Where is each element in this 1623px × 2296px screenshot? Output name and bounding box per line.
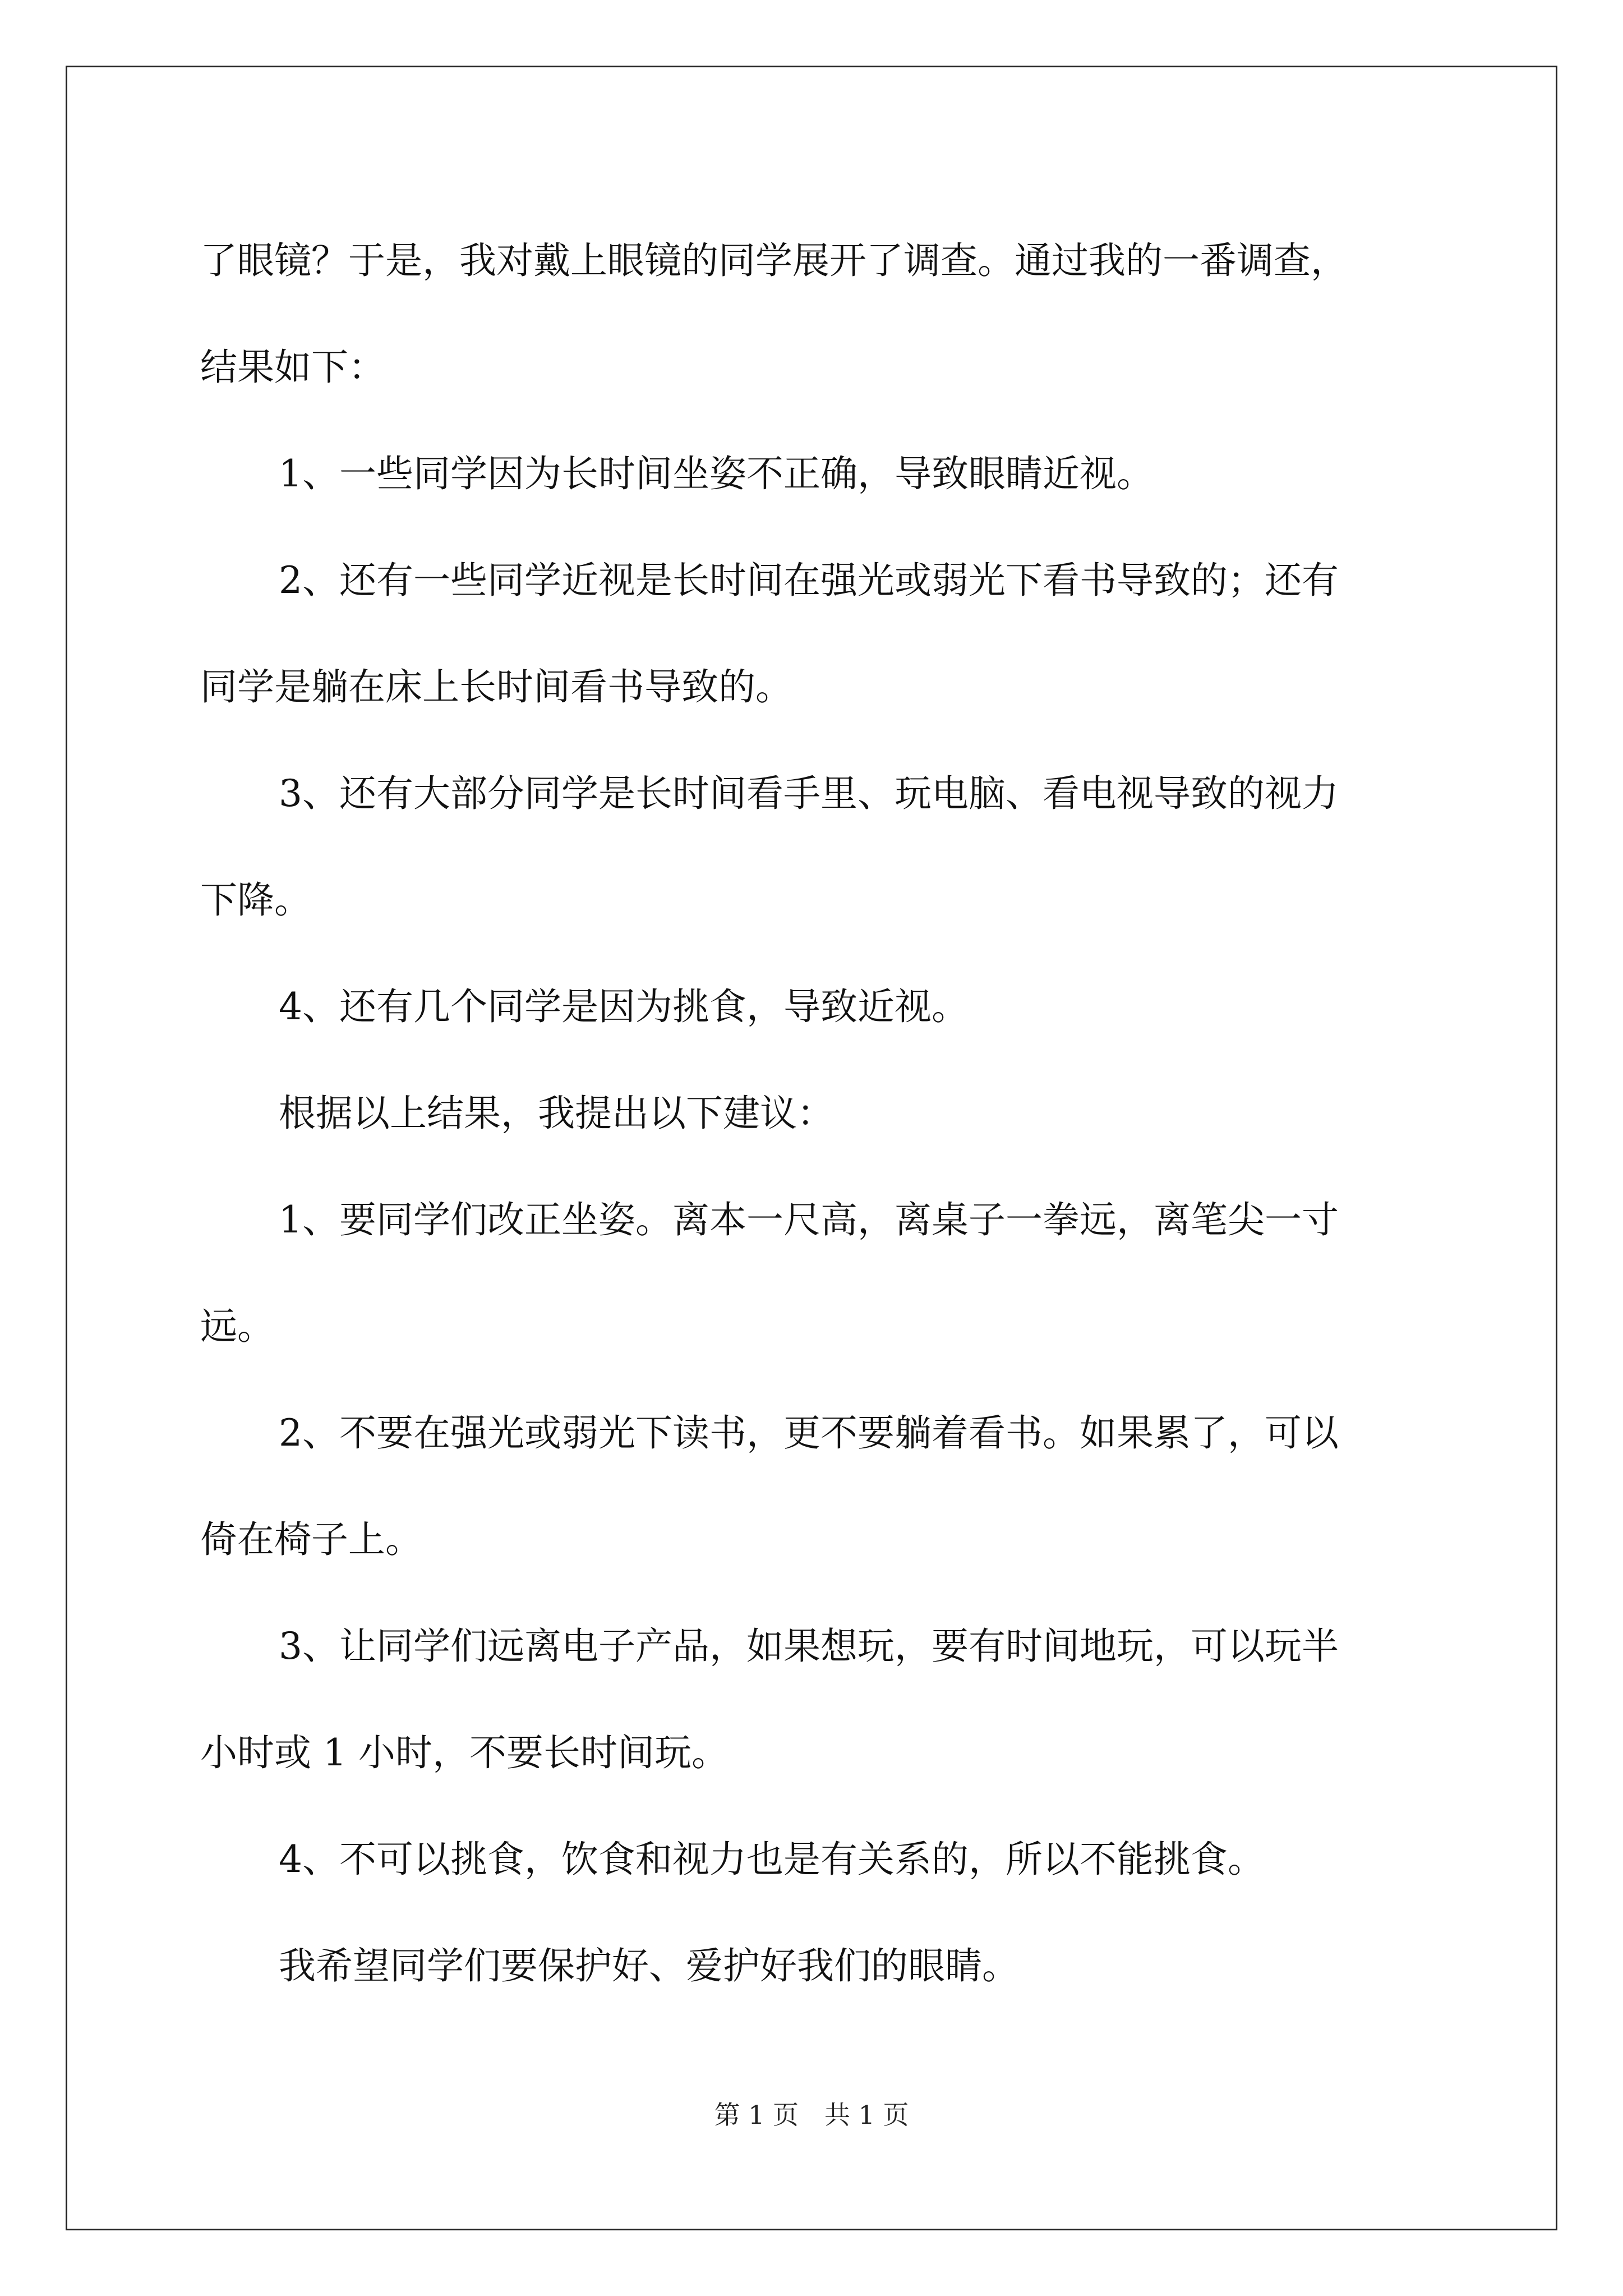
text-line: 3、还有大部分同学是长时间看手里、玩电脑、看电视导致的视力 [279,772,1339,815]
text-line: 远。 [200,1305,274,1348]
text-line: 2、不要在强光或弱光下读书，更不要躺着看书。如果累了，可以 [279,1411,1339,1455]
text-line: 我希望同学们要保护好、爱护好我们的眼睛。 [279,1944,1019,1987]
text-line: 倚在椅子上。 [200,1518,422,1561]
text-line: 了眼镜？于是，我对戴上眼镜的同学展开了调查。通过我的一番调查， [200,239,1348,282]
text-line: 下降。 [200,878,311,922]
page-footer: 第 1 页 共 1 页 [714,2100,909,2130]
document-body [200,208,1423,2019]
text-line: 1、一些同学因为长时间坐姿不正确，导致眼睛近视。 [279,452,1154,495]
text-line: 2、还有一些同学近视是长时间在强光或弱光下看书导致的；还有 [279,559,1339,602]
text-line: 结果如下： [200,346,385,389]
text-line: 小时或 1 小时，不要长时间玩。 [200,1731,728,1774]
text-line: 4、不可以挑食，饮食和视力也是有关系的，所以不能挑食。 [279,1838,1265,1881]
text-line: 4、还有几个同学是因为挑食，导致近视。 [279,985,969,1028]
text-line: 同学是躺在床上长时间看书导致的。 [200,665,792,708]
text-line: 根据以上结果，我提出以下建议： [279,1092,834,1135]
text-line: 1、要同学们改正坐姿。离本一尺高，离桌子一拳远，离笔尖一寸 [279,1198,1339,1241]
text-line: 3、让同学们远离电子产品，如果想玩，要有时间地玩，可以玩半 [279,1625,1339,1668]
